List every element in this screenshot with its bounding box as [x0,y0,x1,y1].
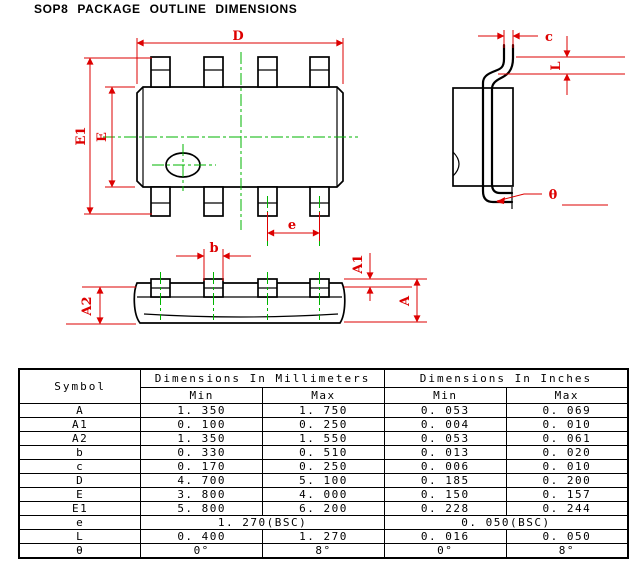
value-cell: 0. 050 [506,530,628,544]
header-inches: Dimensions In Inches [384,369,628,388]
value-cell: 0. 400 [141,530,263,544]
dimension-A2 [66,287,136,324]
value-cell: 0. 185 [384,474,506,488]
value-cell: 0. 020 [506,446,628,460]
top-view-pins-bottom [151,187,329,216]
dimension-c [478,30,553,48]
symbol-cell: b [19,446,141,460]
dimension-A1 [344,253,427,301]
dim-label-L: L [549,61,564,71]
dim-label-b: b [209,241,219,256]
value-cell: 0. 006 [384,460,506,474]
symbol-cell: e [19,516,141,530]
value-cell: 0. 053 [384,404,506,418]
header-in-max: Max [506,388,628,404]
value-cell: 0. 170 [141,460,263,474]
value-cell: 4. 000 [263,488,385,502]
value-cell: 5. 100 [263,474,385,488]
dim-label-E1: E1 [74,126,89,146]
dim-label-e: e [287,218,297,233]
symbol-cell: A2 [19,432,141,446]
table-row [19,544,628,559]
dim-label-D: D [232,29,244,44]
value-cell: 0. 157 [506,488,628,502]
table-header-row [19,369,628,388]
symbol-cell: E1 [19,502,141,516]
value-cell: 8° [506,544,628,559]
value-cell: 1. 550 [263,432,385,446]
value-cell: 0. 228 [384,502,506,516]
value-cell: 0. 013 [384,446,506,460]
symbol-cell: θ [19,544,141,559]
value-cell-span: 0. 050(BSC) [384,516,628,530]
value-cell: 5. 800 [141,502,263,516]
table-row [19,404,628,418]
dim-label-E: E [95,132,110,142]
value-cell: 0. 200 [506,474,628,488]
dimension-A [344,279,427,322]
dim-label-c: c [545,30,553,45]
dim-label-A: A [398,295,413,307]
symbol-cell: D [19,474,141,488]
symbol-cell: E [19,488,141,502]
symbol-cell: A1 [19,418,141,432]
table-row [19,460,628,474]
side-view [453,30,625,209]
value-cell: 0. 250 [263,418,385,432]
table-row [19,418,628,432]
value-cell: 4. 700 [141,474,263,488]
value-cell: 0. 250 [263,460,385,474]
table-row [19,432,628,446]
symbol-cell: L [19,530,141,544]
value-cell: 0. 330 [141,446,263,460]
header-symbol: Symbol [19,369,141,404]
value-cell: 0. 053 [384,432,506,446]
value-cell: 0. 010 [506,418,628,432]
table-row [19,446,628,460]
header-mm-max: Max [263,388,385,404]
value-cell: 1. 350 [141,432,263,446]
value-cell: 0° [141,544,263,559]
header-mm-min: Min [141,388,263,404]
value-cell-span: 1. 270(BSC) [141,516,385,530]
value-cell: 0. 100 [141,418,263,432]
front-view [66,241,427,324]
value-cell: 0. 061 [506,432,628,446]
value-cell: 0. 010 [506,460,628,474]
value-cell: 8° [263,544,385,559]
header-in-min: Min [384,388,506,404]
value-cell: 0. 004 [384,418,506,432]
table-row [19,502,628,516]
dimensions-table [18,368,629,559]
value-cell: 0. 510 [263,446,385,460]
value-cell: 0. 016 [384,530,506,544]
top-view-pins-top [151,57,329,87]
value-cell: 0° [384,544,506,559]
table-row [19,530,628,544]
dimension-L [498,36,625,95]
symbol-cell: A [19,404,141,418]
header-millimeters: Dimensions In Millimeters [141,369,385,388]
value-cell: 0. 069 [506,404,628,418]
value-cell: 6. 200 [263,502,385,516]
top-view [74,29,358,246]
table-row [19,488,628,502]
value-cell: 3. 800 [141,488,263,502]
value-cell: 1. 750 [263,404,385,418]
table-row [19,474,628,488]
value-cell: 1. 270 [263,530,385,544]
value-cell: 0. 244 [506,502,628,516]
value-cell: 0. 150 [384,488,506,502]
symbol-cell: c [19,460,141,474]
dim-label-A2: A2 [80,296,95,316]
table-row-e-span [19,516,628,530]
dim-label-A1: A1 [351,254,366,274]
dim-label-theta: θ [548,188,558,203]
page-title: SOP8 PACKAGE OUTLINE DIMENSIONS [34,2,298,16]
value-cell: 1. 350 [141,404,263,418]
